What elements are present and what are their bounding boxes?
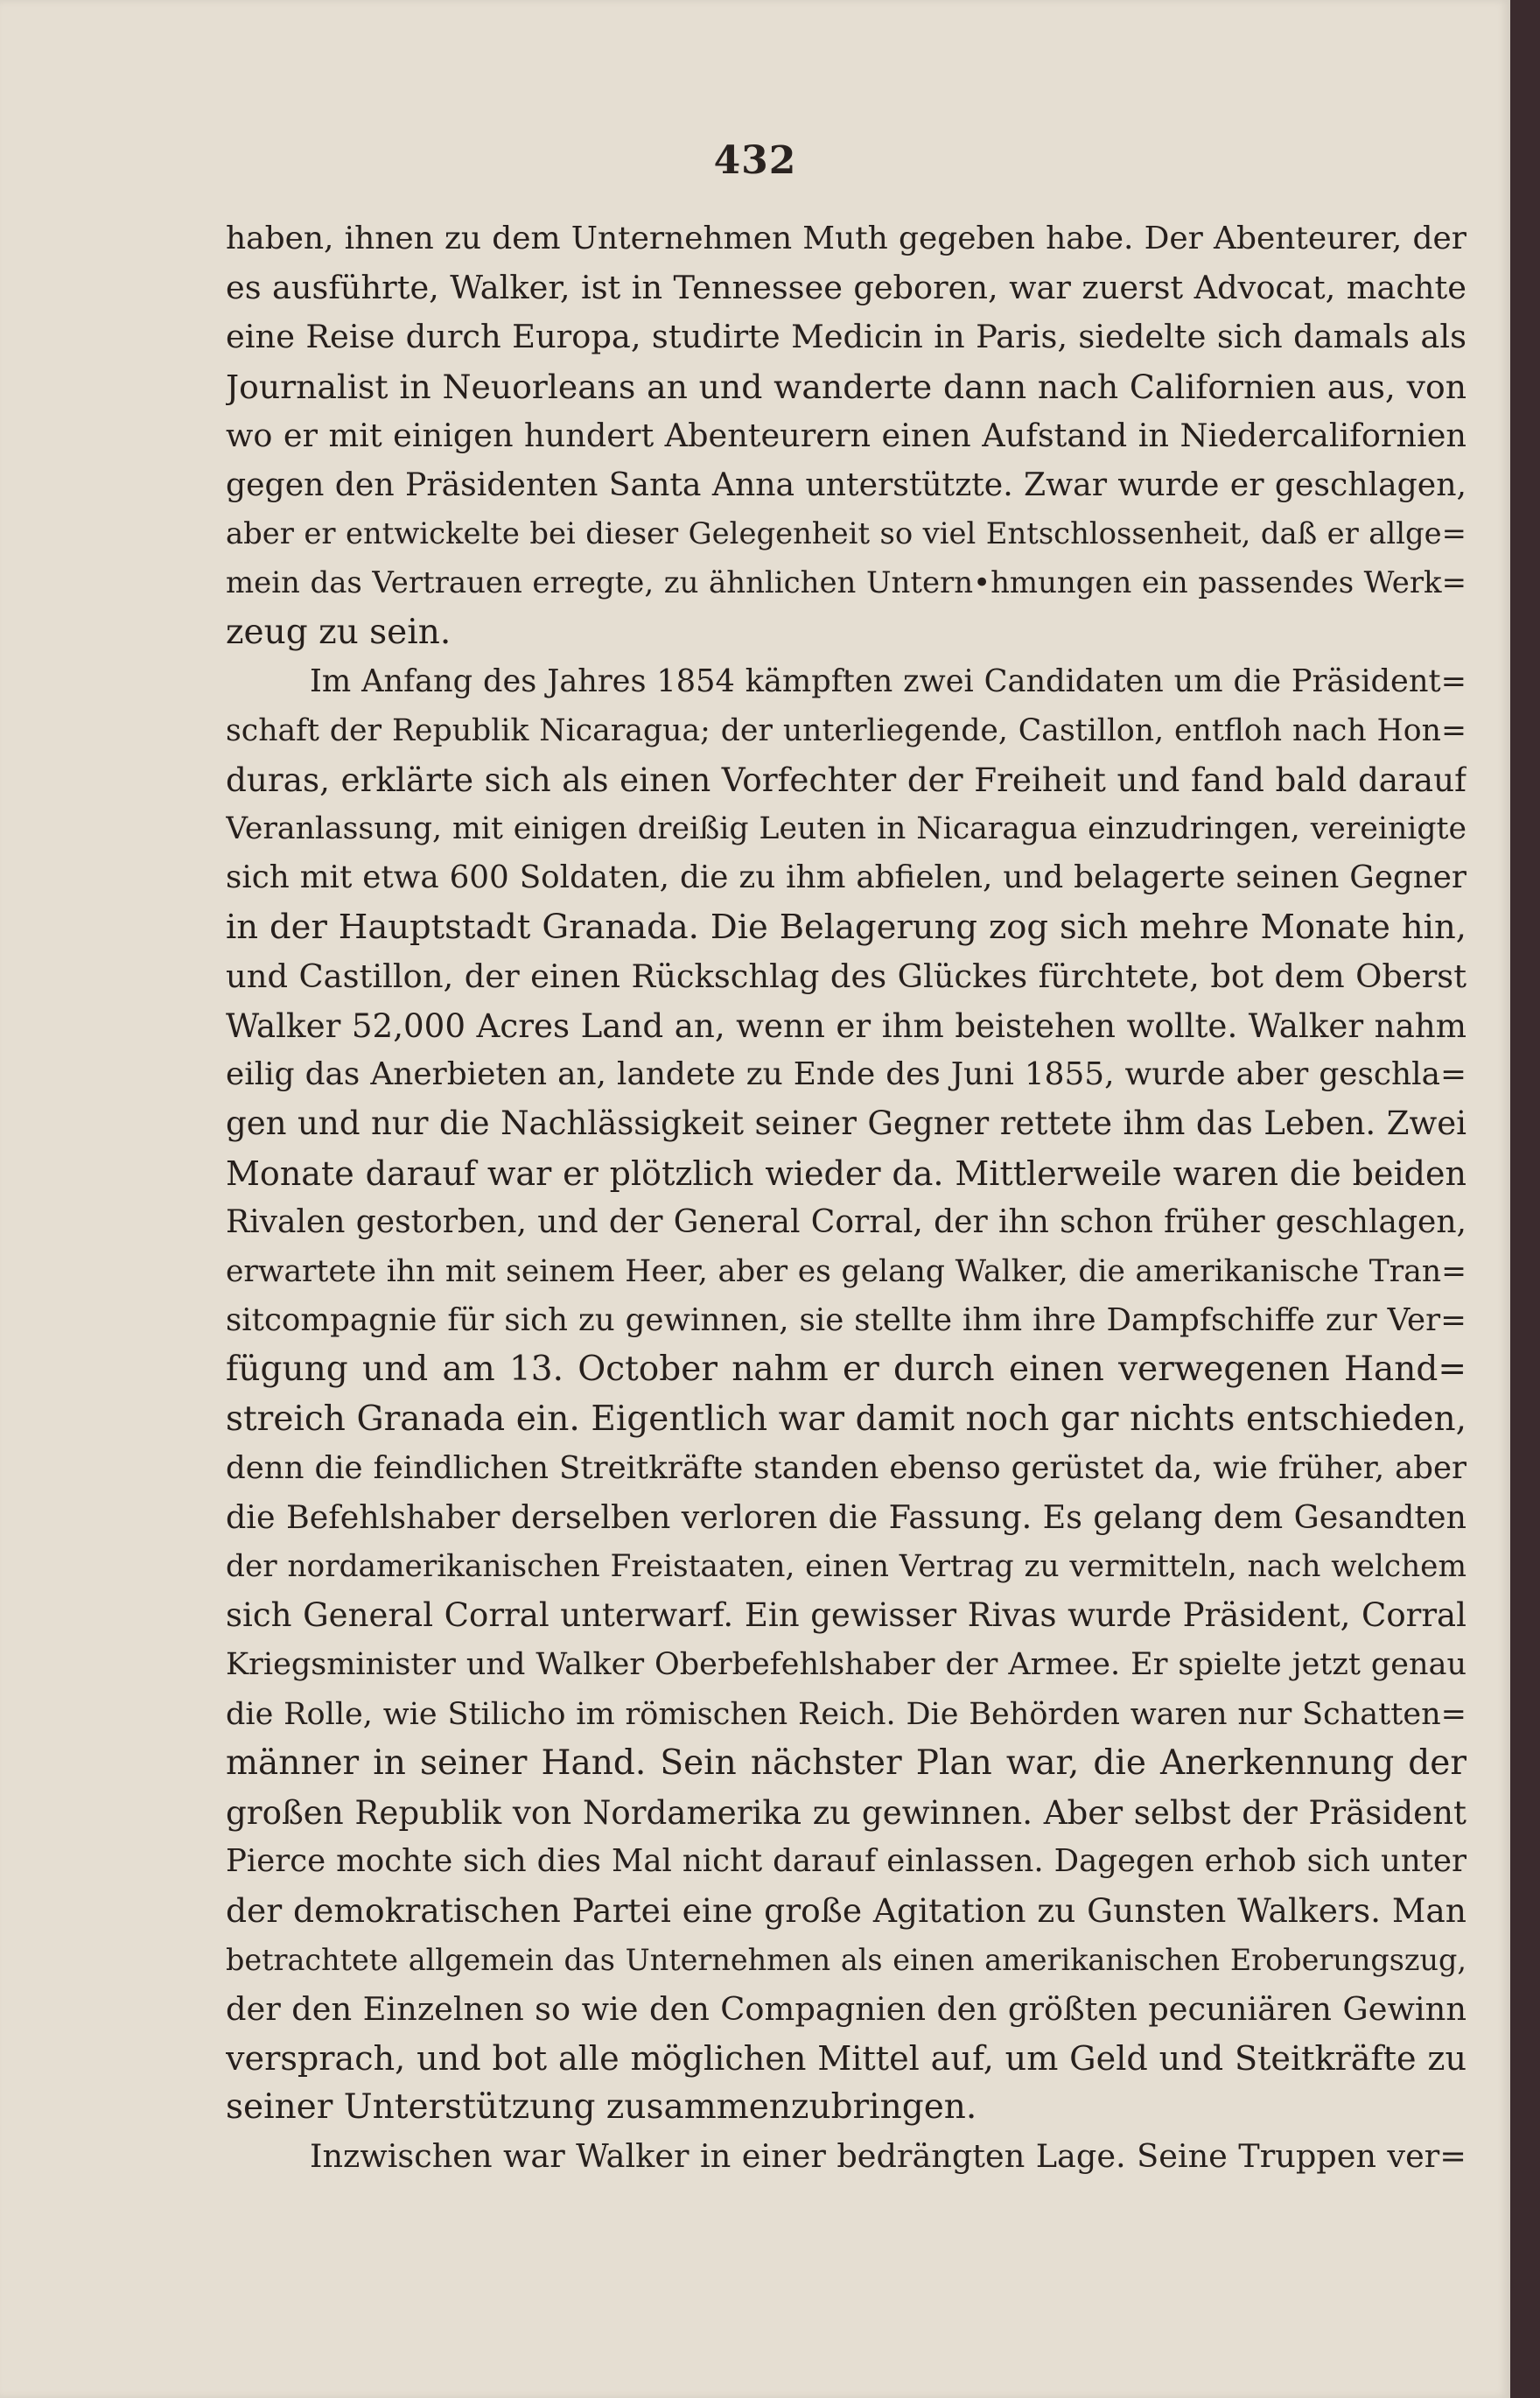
text-line: es ausführte, Walker, ist in Tennessee geboren, war zuerst Advocat, machte [226,269,1466,307]
text-line: großen Republik von Nordamerika zu gewinnen. Aber selbst der Präsident [226,1793,1466,1832]
text-line: Kriegsminister und Walker Oberbefehlshaber der Armee. Er spielte jetzt genau [226,1646,1466,1683]
text-line: Monate darauf war er plötzlich wieder da. Mittlerweile waren die beiden [226,1153,1466,1193]
text-line: gegen den Präsidenten Santa Anna unterstützte. Zwar wurde er geschlagen, [226,465,1466,503]
text-line: erwartete ihn mit seinem Heer, aber es gelang Walker, die amerikanische Tran= [226,1253,1466,1289]
text-line: männer in seiner Hand. Sein nächster Plan war, die Anerkennung der [226,1742,1466,1783]
body-text [226,214,1466,2182]
text-line: Rivalen gestorben, und der General Corral, der ihn schon früher geschlagen, [226,1203,1466,1240]
paragraph-end-line: seiner Unterstützung zusammenzubringen. [226,2087,977,2128]
text-line: in der Hauptstadt Granada. Die Belagerung zog sich mehre Monate hin, [226,907,1466,947]
text-line: die Rolle, wie Stilicho im römischen Reich. Die Behörden waren nur Schatten= [226,1695,1466,1732]
text-line: betrachtete allgemein das Unternehmen als einen amerikanischen Eroberungszug, [226,1942,1466,1977]
text-line: sich General Corral unterwarf. Ein gewisser Rivas wurde Präsident, Corral [226,1596,1466,1635]
text-line: die Befehlshaber derselben verloren die Fassung. Es gelang dem Gesandten [226,1497,1466,1536]
text-line: wo er mit einigen hundert Abenteurern einen Aufstand in Niedercalifornien [226,416,1466,454]
text-line: sitcompagnie für sich zu gewinnen, sie stellte ihm ihre Dampfschiffe zur Ver= [226,1302,1466,1339]
text-line: eilig das Anerbieten an, landete zu Ende des Juni 1855, wurde aber geschla= [226,1056,1466,1093]
page-number: 432 [713,138,797,183]
text-line: Walker 52,000 Acres Land an, wenn er ihm beistehen wollte. Walker nahm [226,1006,1466,1045]
paragraph-start-line: Im Anfang des Jahres 1854 kämpften zwei Candidaten um die Präsident= [310,663,1466,699]
text-line: denn die feindlichen Streitkräfte standen ebenso gerüstet da, wie früher, aber [226,1449,1466,1486]
text-line: schaft der Republik Nicaragua; der unterliegende, Castillon, entfloh nach Hon= [226,712,1466,748]
text-line: haben, ihnen zu dem Unternehmen Muth gegeben habe. Der Abenteurer, der [226,221,1466,256]
text-line: mein das Vertrauen erregte, zu ähnlichen Untern•hmungen ein passendes Werk= [226,565,1466,600]
text-line: der den Einzelnen so wie den Compagnien den größten pecuniären Gewinn [226,1989,1466,2028]
text-line: eine Reise durch Europa, studirte Medicin in Paris, siedelte sich damals als [226,318,1466,356]
text-line: duras, erklärte sich als einen Vorfechter der Freiheit und fand bald darauf [226,761,1466,800]
text-line: Journalist in Neuorleans an und wanderte dann nach Californien aus, von [226,367,1466,406]
text-line: streich Granada ein. Eigentlich war damit noch gar nichts entschieden, [226,1399,1466,1439]
paragraph-start-line: Inzwischen war Walker in einer bedrängten Lage. Seine Truppen ver= [310,2137,1466,2176]
text-line: und Castillon, der einen Rückschlag des Glückes fürchtete, bot dem Oberst [226,957,1466,995]
text-line: der nordamerikanischen Freistaaten, einen Vertrag zu vermitteln, nach welchem [226,1549,1466,1585]
text-line: gen und nur die Nachlässigkeit seiner Gegner rettete ihm das Leben. Zwei [226,1104,1466,1143]
text-line: Veranlassung, mit einigen dreißig Leuten in Nicaragua einzudringen, vereinigte [226,811,1466,847]
text-line: sich mit etwa 600 Soldaten, die zu ihm abfielen, und belagerte seinen Gegner [226,859,1466,896]
paragraph-end-line: zeug zu sein. [226,612,452,652]
text-line: Pierce mochte sich dies Mal nicht darauf einlassen. Dagegen erhob sich unter [226,1843,1466,1880]
text-line: aber er entwickelte bei dieser Gelegenheit so viel Entschlossenheit, daß er allge= [226,516,1466,551]
text-line: versprach, und bot alle möglichen Mittel auf, um Geld und Steitkräfte zu [226,2038,1466,2078]
text-line: der demokratischen Partei eine große Agitation zu Gunsten Walkers. Man [226,1891,1466,1931]
text-line: fügung und am 13. October nahm er durch einen verwegenen Hand= [226,1350,1466,1390]
